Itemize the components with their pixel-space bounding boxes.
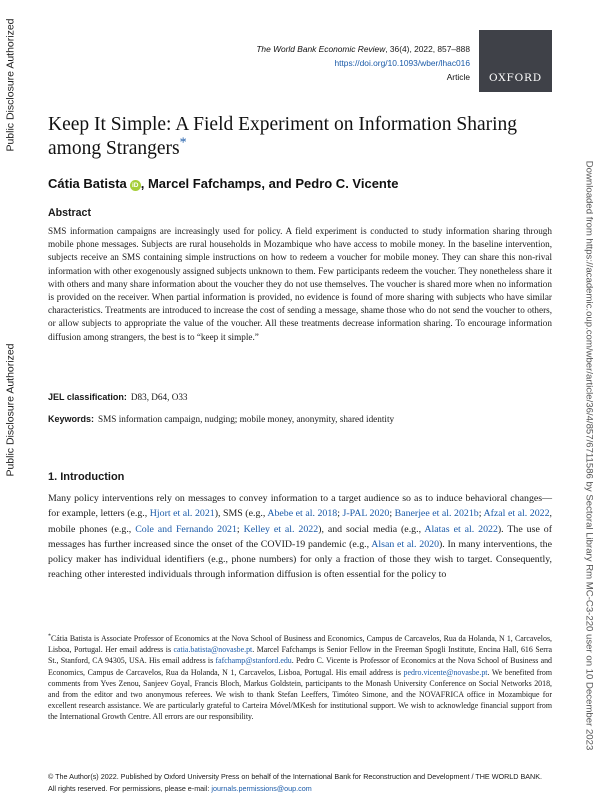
- email-link[interactable]: catia.batista@novasbe.pt: [173, 645, 253, 655]
- abstract-heading: Abstract: [48, 207, 91, 219]
- footnote-text-segment: . We benefited from comments from Yves Zenou, Sanjeev Goyal, Francis Bloch, Markus Goldstein, participants to the Monash University Conference on Social Networks 2018, and from the editor and two anonymous referees. We wish to thank Stefan Leeffers, Timóteo Simone, and the NOVAFRICA office in Mozambique for excellent research assistance. We are particularly grateful to Carteira Móvel/MKesh for institutional support. We wish to acknowledge financial support from the International Growth Centre. All errors are our responsibility.: [48, 667, 553, 722]
- keywords-value: SMS information campaign, nudging; mobile money, anonymity, shared identity: [98, 414, 395, 424]
- journal-name: The World Bank Economic Review: [256, 44, 386, 54]
- citation-link[interactable]: Hjort et al. 2021: [149, 508, 215, 520]
- journal-volume: , 36(4), 2022, 857–888: [385, 44, 470, 54]
- section-heading-introduction: 1. Introduction: [48, 471, 125, 483]
- article-type: Article: [446, 72, 470, 82]
- title-footnote-mark[interactable]: *: [179, 135, 187, 151]
- citation-link[interactable]: Alsan et al. 2020: [371, 538, 440, 550]
- oxford-logo-text: OXFORD: [489, 72, 542, 84]
- citation-link[interactable]: Kelley et al. 2022: [243, 523, 319, 535]
- footnote-text-segment: . Pedro C. Vicente is Professor of Economics at the Nova School of Business and Economics, Campus de Carcavelos, Rua da Holanda, N 1, Carcavelos, Lisboa, Portugal. His email address is: [48, 656, 552, 677]
- intro-text-segment: ;: [236, 523, 244, 535]
- public-disclosure-label-top: [2, 0, 20, 170]
- footnote-mark: *: [48, 633, 51, 640]
- oxford-logo: [479, 30, 552, 92]
- author-footnote: [48, 633, 552, 723]
- email-link[interactable]: fafchamp@stanford.edu: [215, 656, 292, 666]
- citation-link[interactable]: J-PAL 2020: [342, 508, 390, 520]
- orcid-icon[interactable]: iD: [130, 180, 141, 191]
- public-disclosure-label-middle: [2, 340, 20, 480]
- citation-link[interactable]: Afzal et al. 2022: [483, 508, 550, 520]
- citation-link[interactable]: Cole and Fernando 2021: [135, 523, 237, 535]
- author-name: Cátia Batista: [48, 176, 127, 191]
- author-names-rest: , Marcel Fafchamps, and Pedro C. Vicente: [140, 176, 399, 191]
- keywords: [48, 414, 552, 424]
- jel-label: JEL classification:: [48, 392, 127, 402]
- paper-title: [48, 113, 552, 161]
- introduction-paragraph: [48, 491, 552, 583]
- jel-value: D83, D64, O33: [130, 392, 188, 402]
- copyright-footer: [48, 771, 552, 795]
- intro-text-segment: ), SMS (e.g.,: [214, 508, 268, 520]
- copyright-line: © The Author(s) 2022. Published by Oxford University Press on behalf of the International Bank for Reconstruction and Development / THE WORLD BANK.: [48, 772, 543, 781]
- intro-text-segment: ;: [389, 508, 395, 520]
- intro-text-segment: Many policy interventions rely on messages to convey information to a target audience so as to induce behavioral changes—for example, letters (e.g.,: [48, 493, 552, 520]
- download-note: [578, 130, 600, 780]
- intro-text-segment: , mobile phones (e.g.,: [48, 508, 553, 535]
- citation-link[interactable]: Banerjee et al. 2021b: [394, 508, 479, 520]
- citation-link[interactable]: Alatas et al. 2022: [424, 523, 498, 535]
- journal-citation: [256, 42, 470, 56]
- author-list: [48, 176, 552, 191]
- keywords-label: Keywords:: [48, 414, 95, 424]
- permissions-email-link[interactable]: journals.permissions@oup.com: [211, 784, 312, 793]
- citation-link[interactable]: Abebe et al. 2018: [267, 508, 338, 520]
- footnote-text-segment: Cátia Batista is Associate Professor of Economics at the Nova School of Business and Economics, Campus de Carcavelos, Rua da Holanda, N 1, Carcavelos, Lisboa, Portugal. Her email address is: [48, 634, 552, 655]
- permissions-text: All rights reserved. For permissions, please e-mail:: [48, 784, 212, 793]
- footnote-text-segment: . Marcel Fafchamps is Senior Fellow in the Freeman Spogli Institute, Encina Hall, 616 Serra St., Stanford, CA 94305, USA. His email address is: [48, 645, 552, 666]
- jel-classification: [48, 392, 552, 402]
- permissions-line: [48, 783, 552, 795]
- intro-text-segment: ). The use of messages has further increased since the onset of the COVID-19 pandemic (e.g.,: [48, 523, 552, 550]
- doi-link[interactable]: https://doi.org/10.1093/wber/lhac016: [334, 58, 470, 68]
- email-link[interactable]: pedro.vicente@novasbe.pt: [403, 667, 488, 677]
- abstract-text: SMS information campaigns are increasingly used for policy. A field experiment is conducted to study information sharing through mobile phone messages. Subjects are rural households in Mozambique who have access to mobile money. In the baseline intervention, subjects receive an SMS containing simple instructions on how to redeem a voucher for mobile money. They can share this non-rival information with other exogenously assigned subjects unknown to them. Few participants redeem the voucher. They nonetheless share it with others and many share information about the voucher they do not use themselves. The voucher is shared more when no information is provided on the receiver. When partial information is provided, no evidence is found of more sharing with subjects who have similar characteristics. Treatments are introduced to increase the cost of sending a message, shame those who do not send the voucher to others, or allow subjects to appropriate the value of the voucher. All these treatments decrease information sharing. To encourage information diffusion among strangers, the best is to “keep it simple.”: [48, 226, 552, 342]
- intro-text-segment: ;: [337, 508, 343, 520]
- side-label-text: Public Disclosure Authorized: [5, 18, 18, 152]
- intro-text-segment: ), and social media (e.g.,: [318, 523, 425, 535]
- intro-text-segment: ;: [478, 508, 484, 520]
- download-note-text: Downloaded from https://academic.oup.com/wber/article/36/4/857/6711586 by Sectoral Library Rm MC-C3-220 user on 10 December 2023: [583, 160, 595, 750]
- journal-header: [256, 42, 470, 84]
- paper-title-text: Keep It Simple: A Field Experiment on Information Sharing among Strangers: [48, 114, 518, 159]
- intro-text-segment: ). In many interventions, the policy maker has individual identifiers (e.g., phone numbers) for only a fraction of those they wish to target. Consequently, reaching other interested individuals through information diffusion is often essential for the policy to: [48, 538, 552, 581]
- side-label-text: Public Disclosure Authorized: [5, 343, 18, 477]
